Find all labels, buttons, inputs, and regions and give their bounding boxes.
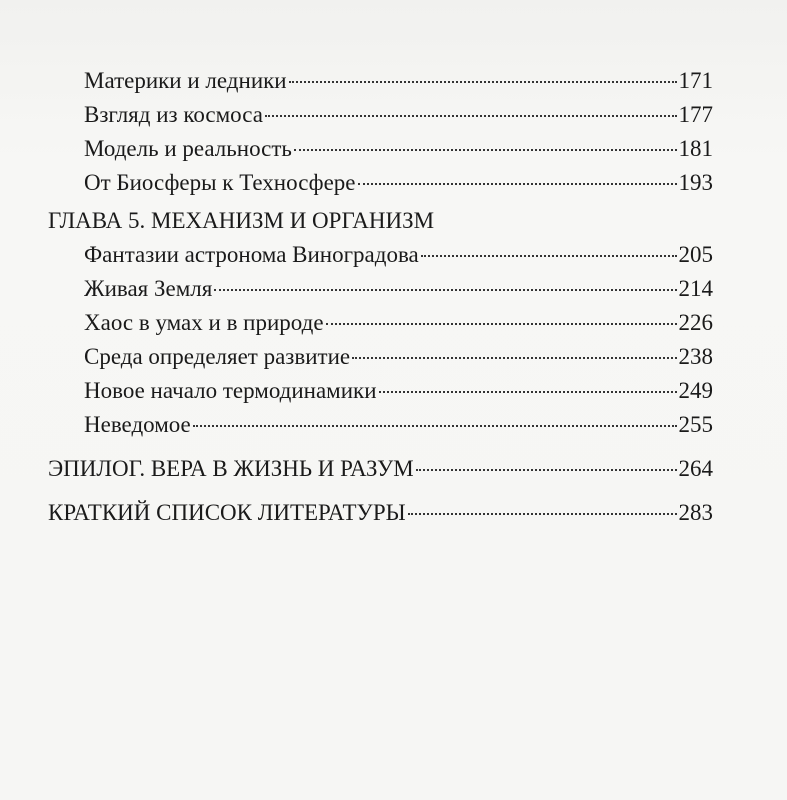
toc-entry-title: Материки и ледники — [84, 68, 287, 93]
toc-epilogue — [48, 452, 713, 486]
dot-leader — [379, 391, 677, 393]
toc-entry-living-earth — [48, 272, 713, 306]
dot-leader — [408, 513, 677, 515]
toc-entry-title: Живая Земля — [84, 276, 213, 301]
toc-entry-title: Фантазии астронома Виноградова — [84, 242, 419, 267]
toc-entry-title: Взгляд из космоса — [84, 102, 263, 127]
toc-entry-page: 181 — [678, 136, 713, 161]
toc-entry-chaos — [48, 306, 713, 340]
toc-entry-vinogradov — [48, 238, 713, 272]
toc-entry-environment — [48, 340, 713, 374]
literature-page: 283 — [678, 500, 713, 525]
dot-leader — [416, 469, 677, 471]
toc-entry-model-reality — [48, 132, 713, 166]
epilogue-title: ЭПИЛОГ. ВЕРА В ЖИЗНЬ И РАЗУМ — [48, 456, 414, 481]
dot-leader — [352, 357, 676, 359]
toc-entry-page: 214 — [678, 276, 713, 301]
dot-leader — [193, 425, 677, 427]
dot-leader — [289, 81, 677, 83]
toc-entry-biosphere-technosphere — [48, 166, 713, 200]
toc-entry-page: 255 — [678, 412, 713, 437]
toc-chapter-5-heading — [48, 204, 713, 238]
dot-leader — [358, 183, 677, 185]
toc-entry-page: 193 — [678, 170, 713, 195]
toc-entry-page: 205 — [678, 242, 713, 267]
toc-entry-title: Неведомое — [84, 412, 191, 437]
toc-entry-page: 177 — [678, 102, 713, 127]
toc-entry-page: 226 — [678, 310, 713, 335]
toc-entry-title: Модель и реальность — [84, 136, 292, 161]
toc-entry-thermodynamics — [48, 374, 713, 408]
toc-entry-page: 249 — [678, 378, 713, 403]
toc-entry-title: Среда определяет развитие — [84, 344, 351, 369]
epilogue-page: 264 — [678, 456, 713, 481]
dot-leader — [214, 289, 676, 291]
dot-leader — [421, 255, 677, 257]
toc-entry-title: Хаос в умах и в природе — [84, 310, 324, 335]
toc-entry-title: Новое начало термодинамики — [84, 378, 377, 403]
chapter-title: ГЛАВА 5. МЕХАНИЗМ И ОРГАНИЗМ — [48, 208, 435, 233]
toc-entry-view-from-space — [48, 98, 713, 132]
toc-entry-unknown — [48, 408, 713, 442]
toc-entry-page: 238 — [678, 344, 713, 369]
literature-title: КРАТКИЙ СПИСОК ЛИТЕРАТУРЫ — [48, 500, 406, 525]
table-of-contents — [48, 64, 713, 530]
dot-leader — [265, 115, 677, 117]
toc-entry-continents-glaciers — [48, 64, 713, 98]
toc-literature — [48, 496, 713, 530]
toc-entry-title: От Биосферы к Техносфере — [84, 170, 356, 195]
dot-leader — [294, 149, 677, 151]
dot-leader — [326, 323, 677, 325]
toc-entry-page: 171 — [678, 68, 713, 93]
